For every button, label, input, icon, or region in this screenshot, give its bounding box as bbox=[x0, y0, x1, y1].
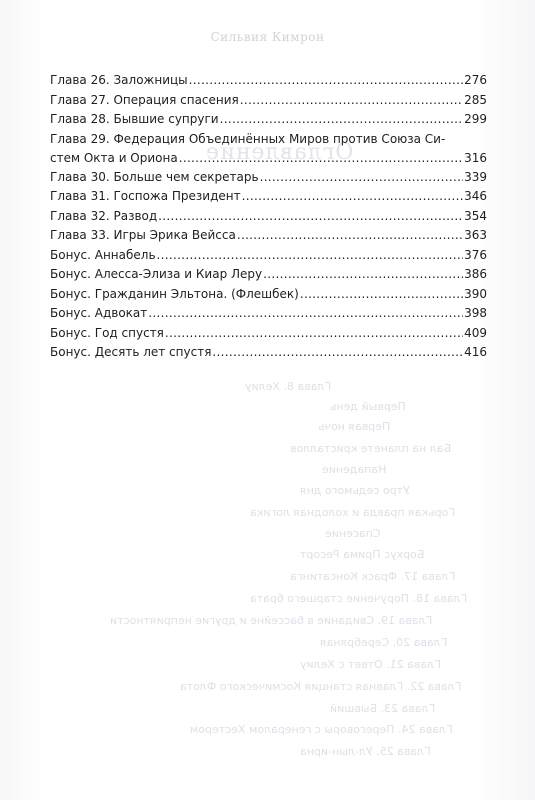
toc-leader-dots bbox=[212, 343, 463, 363]
toc-leader-dots bbox=[240, 91, 463, 111]
toc-entry bbox=[50, 304, 487, 324]
reverse-page-heading: Оглавление bbox=[205, 140, 354, 165]
toc-leader-dots bbox=[300, 285, 463, 305]
reverse-page-line: Глава 23. Бывший bbox=[330, 702, 436, 715]
toc-entry-page: 299 bbox=[464, 112, 487, 126]
toc-leader-dots bbox=[189, 71, 463, 91]
toc-entry-page: 285 bbox=[464, 92, 487, 107]
reverse-page-line: Глава 21. Ответ с Хелиу bbox=[300, 658, 441, 671]
toc-entry-title-continued: стем Окта и Ориона bbox=[50, 150, 178, 165]
toc-entry-title: Бонус. Гражданин Эльтона. (Флешбек) bbox=[50, 286, 299, 301]
toc-entry-title: Бонус. Аннабель bbox=[50, 247, 156, 262]
reverse-page-line: Глава 8. Хелиу bbox=[245, 380, 332, 393]
toc-entry-title: Бонус. Десять лет спустя bbox=[50, 345, 212, 359]
toc-entry bbox=[50, 168, 487, 188]
toc-entry bbox=[50, 71, 487, 91]
toc-leader-dots bbox=[263, 265, 463, 285]
toc-entry-page: 409 bbox=[464, 325, 487, 340]
reverse-page-line: Спасение bbox=[325, 527, 381, 540]
toc-entry-title: Бонус. Год спустя bbox=[50, 325, 164, 340]
toc-leader-dots bbox=[237, 226, 463, 246]
toc-entry-page: 363 bbox=[464, 228, 487, 242]
reverse-page-line: Глава 24. Переговоры с генералом Хестером bbox=[190, 723, 453, 736]
toc-entry bbox=[50, 110, 487, 130]
toc-entry bbox=[50, 324, 487, 344]
reverse-page-line: Утро седьмого дня bbox=[300, 484, 410, 497]
toc-entry-title: Глава 32. Развод bbox=[50, 208, 158, 223]
toc-leader-dots bbox=[179, 149, 463, 168]
toc-entry bbox=[50, 343, 487, 363]
toc-entry-page: 390 bbox=[464, 286, 487, 301]
table-of-contents bbox=[50, 71, 487, 363]
reverse-page-line: Нападение bbox=[322, 463, 387, 476]
toc-leader-dots bbox=[158, 207, 463, 227]
toc-entry bbox=[50, 91, 487, 111]
toc-entry-title: Глава 27. Операция спасения bbox=[50, 92, 239, 107]
toc-entry-page: 416 bbox=[464, 345, 487, 359]
toc-entry-title: Глава 28. Бывшие супруги bbox=[50, 112, 219, 126]
toc-entry bbox=[50, 130, 487, 168]
toc-entry-page: 339 bbox=[464, 169, 487, 184]
toc-leader-dots bbox=[157, 246, 464, 266]
toc-entry-title: Глава 26. Заложницы bbox=[50, 73, 188, 87]
reverse-page-line: Первая ночь bbox=[318, 420, 391, 433]
toc-leader-dots bbox=[242, 187, 463, 207]
reverse-page-line: Горькая правда и холодная логика bbox=[250, 506, 456, 519]
toc-entry bbox=[50, 226, 487, 246]
toc-entry-page: 354 bbox=[464, 208, 487, 223]
toc-entry bbox=[50, 207, 487, 227]
toc-entry-title: Глава 31. Госпожа Президент bbox=[50, 189, 241, 203]
toc-leader-dots bbox=[260, 168, 464, 188]
toc-leader-dots bbox=[220, 110, 463, 130]
toc-entry-title: Бонус. Адвокат bbox=[50, 306, 148, 320]
toc-entry-page: 398 bbox=[464, 306, 487, 320]
reverse-page-line: Глава 25. Ул-лын-ирна bbox=[300, 745, 431, 758]
reverse-page-line: Глава 20. Серебряная bbox=[320, 636, 448, 649]
toc-entry bbox=[50, 246, 487, 266]
reverse-page-line: Первый день bbox=[330, 400, 406, 413]
reverse-page-line: Борхус Прима Ресорт bbox=[300, 548, 425, 561]
toc-leader-dots bbox=[165, 324, 463, 344]
toc-entry bbox=[50, 187, 487, 207]
toc-entry bbox=[50, 285, 487, 305]
toc-entry-page: 276 bbox=[464, 73, 487, 87]
toc-entry-page: 376 bbox=[464, 247, 487, 262]
running-header: Сильвия Кимрон bbox=[210, 30, 325, 44]
toc-entry-title: Бонус. Алесса-Элиза и Киар Леру bbox=[50, 267, 263, 281]
reverse-page-line: Глава 17. Фраск Консатинга bbox=[290, 570, 456, 583]
reverse-page-line: Глава 22. Главная станция Космического Флота bbox=[180, 680, 462, 693]
toc-entry bbox=[50, 265, 487, 285]
toc-entry-title: Глава 29. Федерация Объединённых Миров против Союза Си- bbox=[50, 131, 446, 146]
toc-entry-page: 346 bbox=[464, 189, 487, 203]
reverse-page-line: Бал на планете кристаллов bbox=[290, 442, 452, 455]
toc-entry-page: 386 bbox=[464, 267, 487, 281]
toc-entry-page: 316 bbox=[464, 150, 487, 165]
toc-leader-dots bbox=[148, 304, 463, 324]
reverse-page-line: Глава 19. Свидание в бассейне и другие неприятности bbox=[110, 614, 433, 627]
toc-entry-title: Глава 33. Игры Эрика Вейсса bbox=[50, 228, 236, 242]
reverse-page-line: Глава 18. Поручение старшего брата bbox=[250, 592, 468, 605]
toc-entry-title: Глава 30. Больше чем секретарь bbox=[50, 169, 259, 184]
